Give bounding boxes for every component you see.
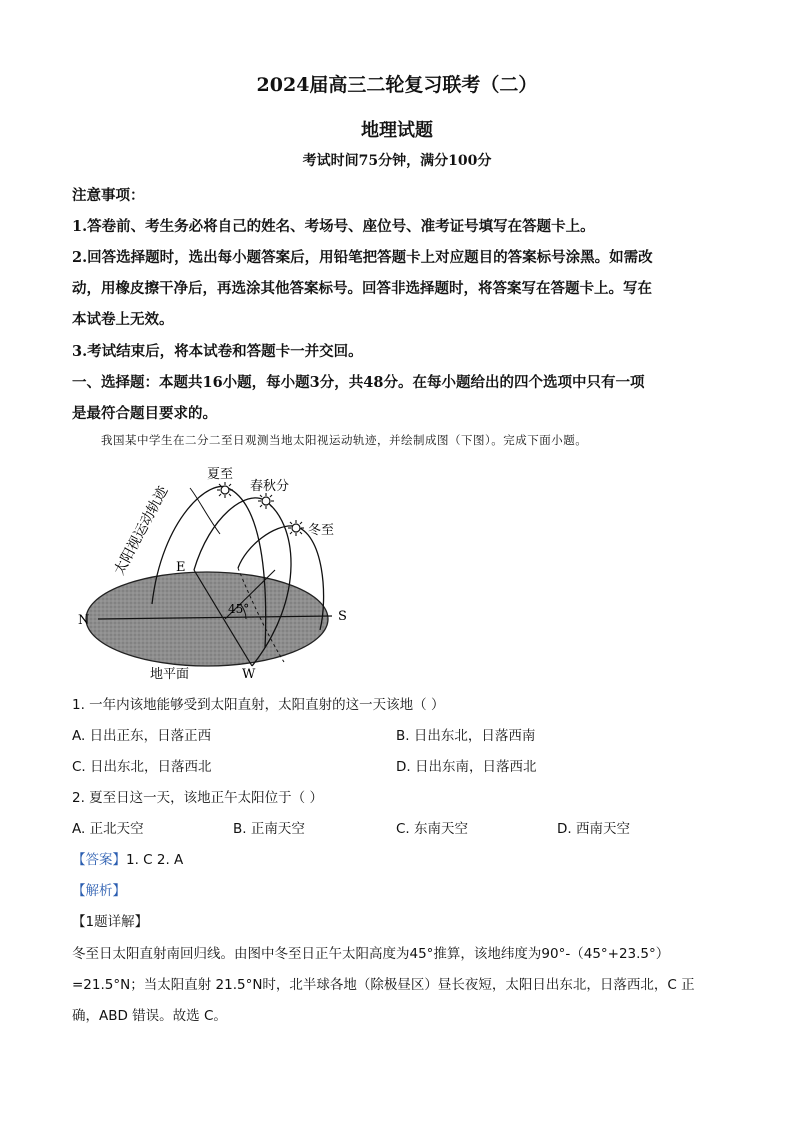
notice-item-2-line-3: 本试卷上无效。	[72, 311, 174, 328]
track-label: 太阳视运动轨迹	[111, 483, 172, 578]
question-2-stem: 2. 夏至日这一天，该地正午太阳位于（ ）	[72, 790, 323, 806]
label-west: W	[242, 667, 256, 682]
notice-item-1: 1.答卷前、考生务必将自己的姓名、考场号、座位号、准考证号填写在答题卡上。	[72, 218, 595, 235]
notice-heading: 注意事项：	[72, 187, 145, 204]
label-north: N	[78, 613, 90, 628]
analysis-line-2: =21.5°N；当太阳直射 21.5°N时，北半球各地（除极昼区）昼长夜短，太阳日出东北，日落西北，C 正	[72, 977, 695, 993]
sun-icon-winter	[288, 520, 304, 536]
question-1-stem: 1. 一年内该地能够受到太阳直射，太阳直射的这一天该地（ ）	[72, 697, 445, 713]
analysis-line-1: 冬至日太阳直射南回归线。由图中冬至日正午太阳高度为45°推算，该地纬度为90°-（45°+23.5°）	[72, 946, 670, 962]
question-1-option-b: B. 日出东北，日落西南	[396, 728, 536, 744]
sun-icon-summer	[217, 482, 233, 498]
label-east: E	[176, 560, 186, 575]
section-heading-line-1: 一、选择题：本题共16小题，每小题3分，共48分。在每小题给出的四个选项中只有一项	[72, 374, 645, 391]
question-1-option-d: D. 日出东南，日落西北	[396, 759, 537, 775]
analysis-line-3: 确，ABD 错误。故选 C。	[72, 1008, 227, 1024]
subject-title: 地理试题	[361, 120, 433, 141]
label-horizon: 地平面	[150, 667, 190, 682]
label-summer-solstice: 夏至	[207, 467, 234, 482]
question-2-option-c: C. 东南天空	[396, 821, 469, 837]
answer-label: 【答案】	[72, 852, 126, 868]
question-intro: 我国某中学生在二分二至日观测当地太阳视运动轨迹，并绘制成图（下图）。完成下面小题。	[101, 433, 588, 447]
question-2-option-b: B. 正南天空	[233, 821, 305, 837]
exam-info: 考试时间75分钟，满分100分	[302, 153, 492, 169]
question-1-option-c: C. 日出东北，日落西北	[72, 759, 212, 775]
label-winter-solstice: 冬至	[308, 523, 335, 538]
answer-line	[72, 848, 183, 868]
answer-value: 1. C 2. A	[126, 852, 184, 868]
question-2-option-d: D. 西南天空	[557, 821, 630, 837]
notice-item-2-line-1: 2.回答选择题时，选出每小题答案后，用铅笔把答题卡上对应题目的答案标号涂黑。如需改	[72, 249, 653, 266]
label-equinox: 春秋分	[250, 479, 290, 494]
label-south: S	[338, 609, 347, 624]
sun-icon-equinox	[258, 493, 274, 509]
analysis-detail-label: 【1题详解】	[72, 914, 149, 930]
question-1-option-a: A. 日出正东，日落正西	[72, 728, 212, 744]
analysis-label: 【解析】	[72, 883, 126, 899]
label-angle: 45°	[228, 602, 250, 616]
section-heading-line-2: 是最符合题目要求的。	[72, 405, 217, 422]
question-2-option-a: A. 正北天空	[72, 821, 144, 837]
analysis-label-line	[72, 879, 126, 899]
track-label-pointer	[190, 488, 220, 534]
notice-item-3: 3.考试结束后，将本试卷和答题卡一并交回。	[72, 343, 363, 360]
notice-item-2-line-2: 动，用橡皮擦干净后，再选涂其他答案标号。回答非选择题时，将答案写在答题卡上。写在	[72, 280, 652, 297]
exam-title: 2024届高三二轮复习联考（二）	[256, 74, 538, 96]
sun-path-figure	[70, 458, 370, 683]
